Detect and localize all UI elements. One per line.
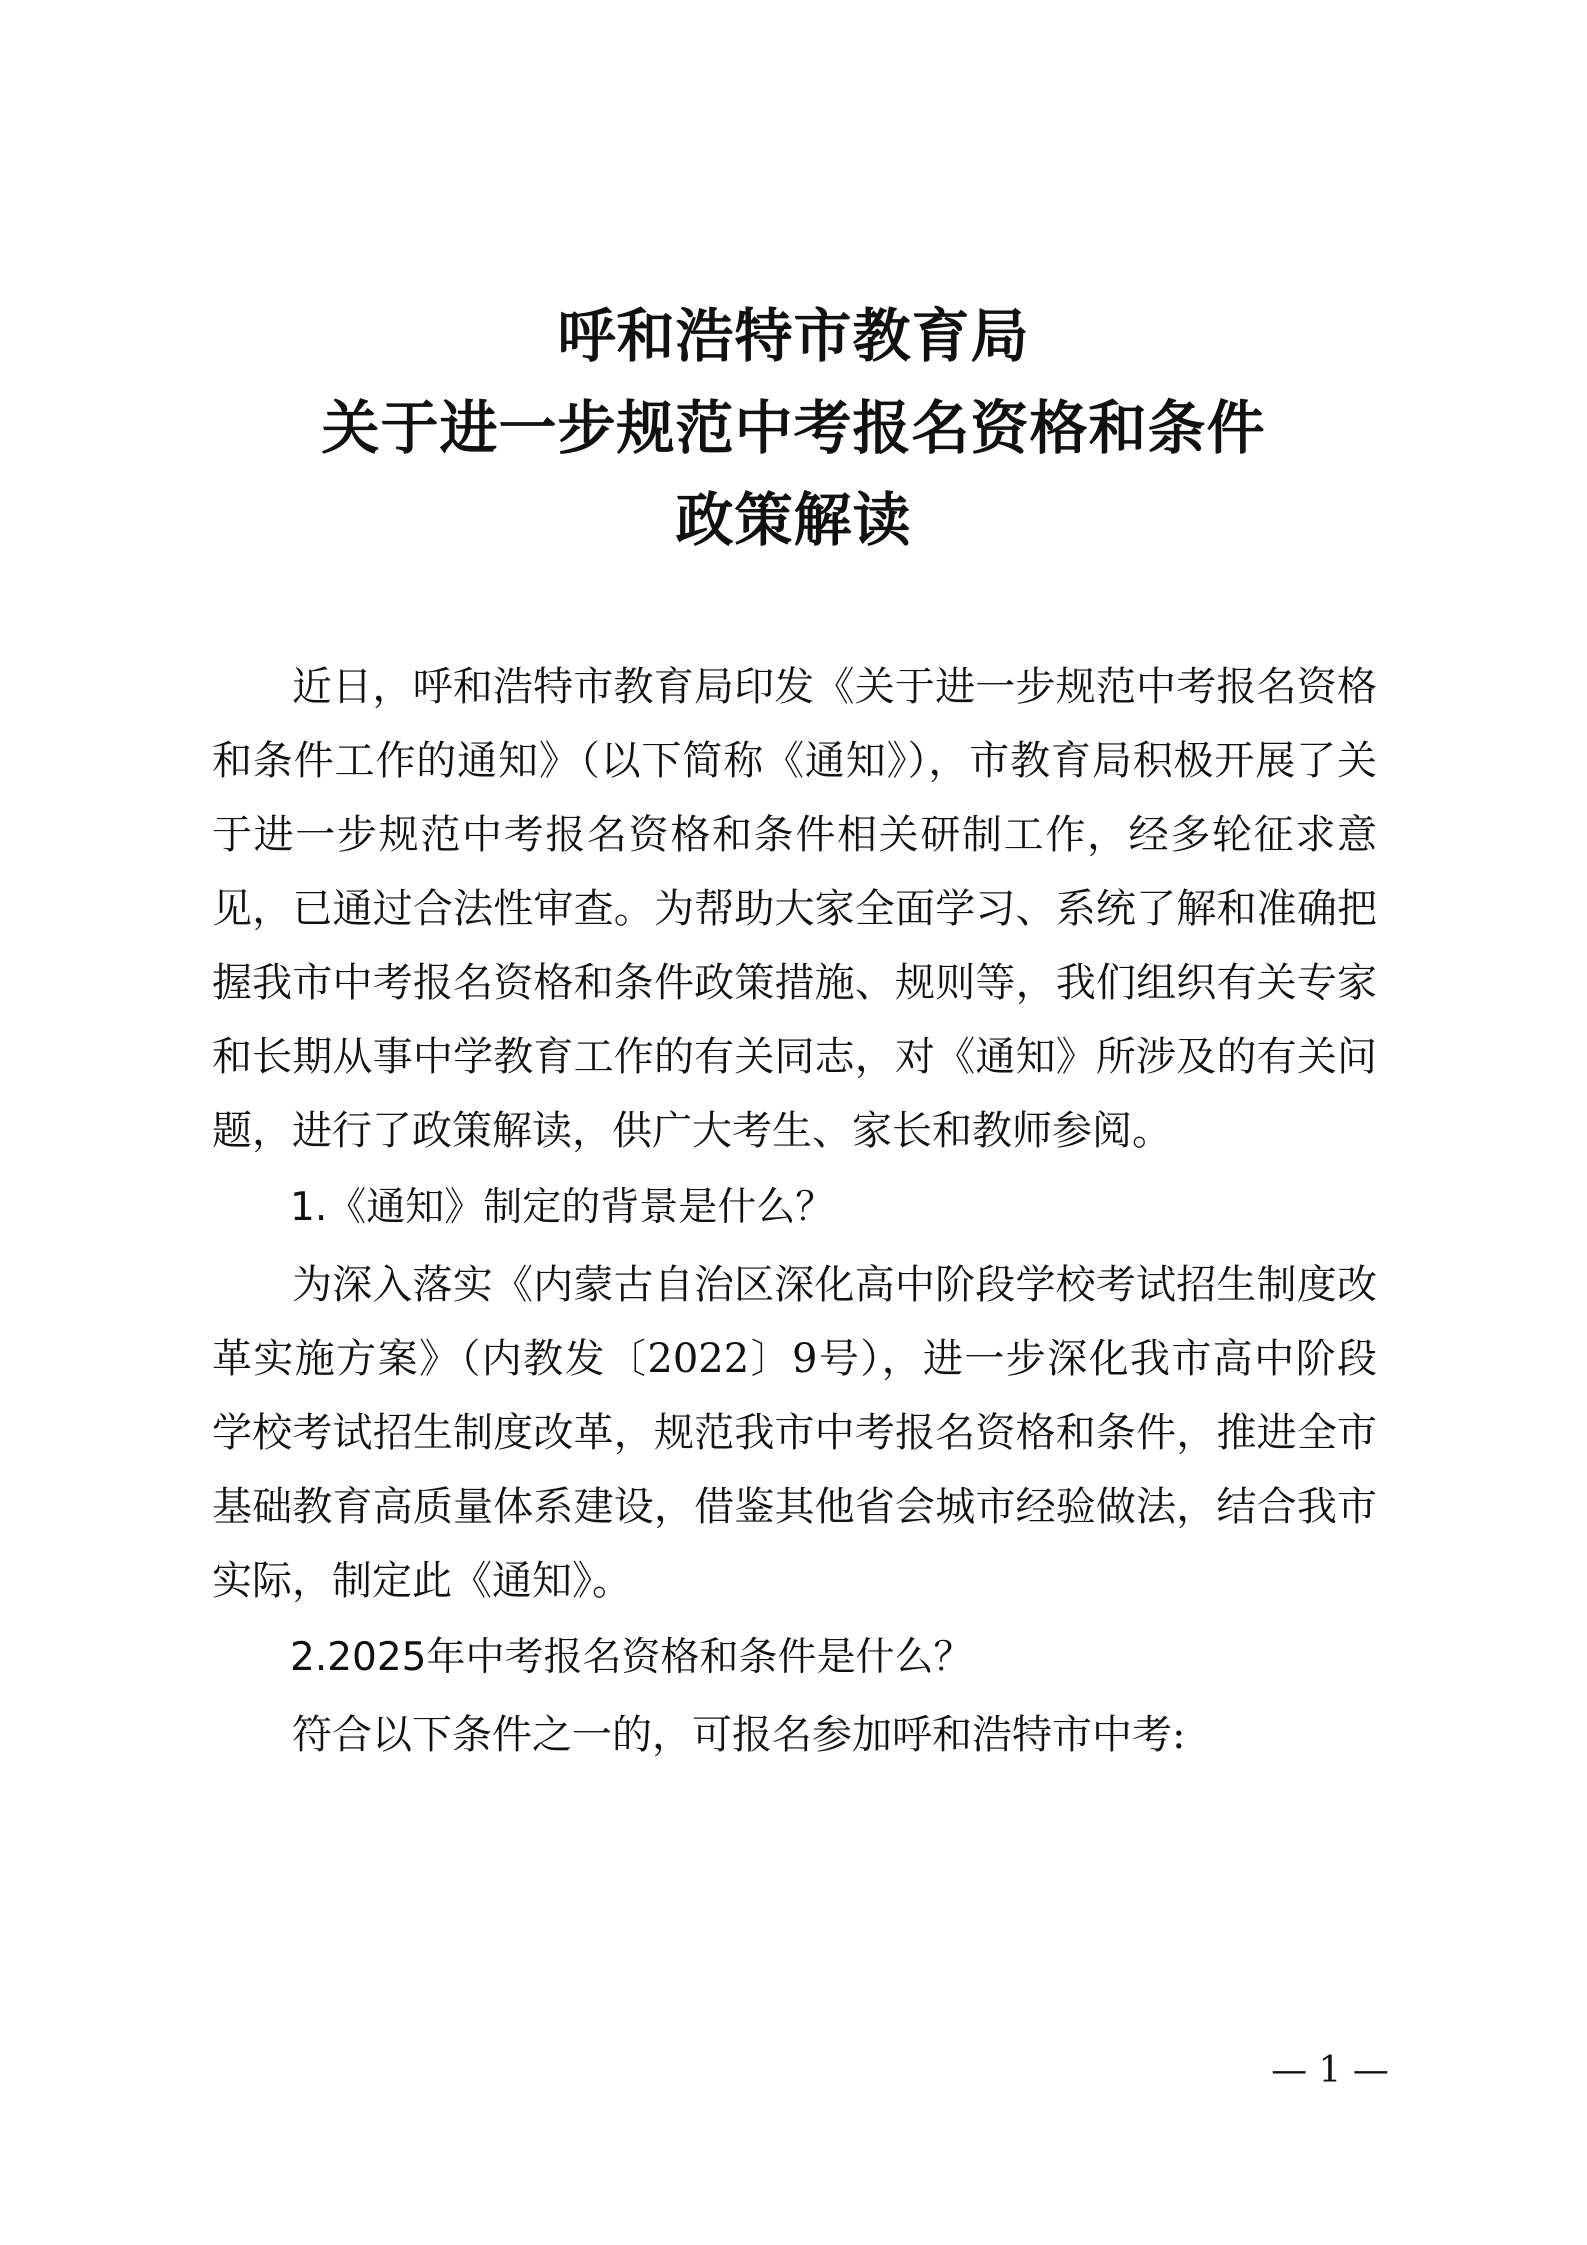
title-line-1: 呼和浩特市教育局 bbox=[557, 302, 1030, 370]
question-1-heading: 1.《通知》制定的背景是什么？ bbox=[290, 1185, 835, 1230]
document-title bbox=[0, 290, 1587, 566]
question-2-answer: 符合以下条件之一的，可报名参加呼和浩特市中考: bbox=[292, 1712, 1186, 1758]
intro-paragraph: 近日，呼和浩特市教育局印发《关于进一步规范中考报名资格和条件工作的通知》（以下简称《通知》），市教育局积极开展了关于进一步规范中考报名资格和条件相关研制工作，经多轮征求意见，已通过合法性审查。为帮助大家全面学习、系统了解和准确把握我市中考报名资格和条件政策措施、规则等，我们组织有关专家和长期从事中学教育工作的有关同志，对《通知》所涉及的有关问题，进行了政策解读，供广大考生、家长和教师参阅。 bbox=[212, 664, 1377, 1154]
page-number: — 1 — bbox=[1271, 2050, 1389, 2091]
question-2-heading: 2.2025年中考报名资格和条件是什么？ bbox=[290, 1635, 973, 1680]
title-line-2: 关于进一步规范中考报名资格和条件 bbox=[321, 394, 1266, 462]
document-body bbox=[212, 650, 1377, 1772]
title-line-3: 政策解读 bbox=[675, 486, 912, 554]
question-1-answer: 为深入落实《内蒙古自治区深化高中阶段学校考试招生制度改革实施方案》（内教发〔2022〕9号），进一步深化我市高中阶段学校考试招生制度改革，规范我市中考报名资格和条件，推进全市基础教育高质量体系建设，借鉴其他省会城市经验做法，结合我市实际，制定此《通知》。 bbox=[212, 1262, 1377, 1604]
